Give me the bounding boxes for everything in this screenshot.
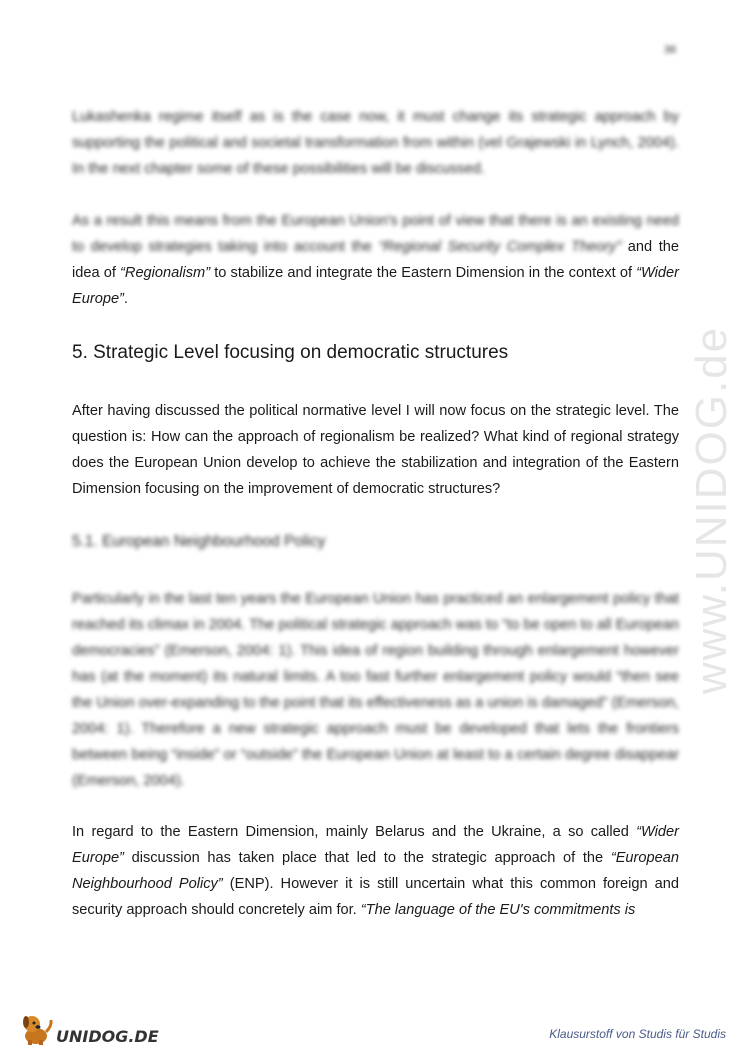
unidog-logo: [18, 1012, 159, 1046]
section-heading: 5. Strategic Level focusing on democratic structures: [72, 342, 509, 363]
paragraph-5: In regard to the Eastern Dimension, mainly Belarus and the Ukraine, a so called “Wider Europe” discussion has taken place that led to the strategic approach of the “European Neighbourhood Policy” (ENP). However it is still uncertain what this common foreign and security approach should concretely aim for. “The language of the EU's commitments is: [72, 824, 680, 918]
paragraph-3: After having discussed the political normative level I will now focus on the strategic level. The question is: How can the approach of regionalism be realized? What kind of regional strategy does the European Union develop to achieve the stabilization and integration of the Eastern Dimension focusing on the improvement of democratic structures?: [72, 403, 679, 497]
logo-text: UNIDOG.DE: [56, 1027, 159, 1046]
watermark: www.UNIDOG.de: [687, 325, 736, 695]
footer-tagline: Klausurstoff von Studis für Studis: [549, 1027, 726, 1041]
paragraph-2-quote-1: “Regionalism”: [120, 265, 211, 281]
paragraph-2-blurred: As a result this means from the European Union's point of view that there is an existing need to develop strategies taking into account the “Regional Security Complex Theory”: [72, 213, 679, 255]
paragraph-2: As a result this means from the European Union's point of view that there is an existing need to develop strategies taking into account the “Regional Security Complex Theory” and the idea of “Regionalism” to stabilize and integrate the Eastern Dimension in the context of “Wider Europe”.: [72, 213, 679, 307]
paragraph-2-text-1: and the idea of: [72, 239, 679, 281]
paragraph-2-text-2: to stabilize and integrate the Eastern Dimension in the context of: [214, 265, 632, 281]
page-number: 36: [664, 44, 677, 56]
dog-icon: [18, 1012, 54, 1046]
paragraph-2-quote-2: “Wider Europe”: [72, 265, 679, 307]
paragraph-4: Particularly in the last ten years the European Union has practiced an enlargement policy that reached its climax in 2004. The political strategic approach was to “to be open to all European democracies” (Emerson, 2004: 1). This idea of region building through enlargement however has (at the moment) its natural limits. A too fast further enlargement policy would “then see the Union over-expanding to the point that its effectiveness as a union is damaged” (Emerson, 2004: 1). Therefore a new strategic approach must be developed that lets the frontiers between being “inside” or “outside” the European Union at least to a certain degree disappear (Emerson, 2004).: [72, 591, 679, 789]
subsection-heading: 5.1. European Neighbourhood Policy: [72, 533, 326, 550]
paragraph-1: Lukashenka regime itself as is the case now, it must change its strategic approach by supporting the political and societal transformation from within (vel Grajewski in Lynch, 2004). In the next chapter some of these possibilities will be discussed.: [72, 109, 679, 177]
